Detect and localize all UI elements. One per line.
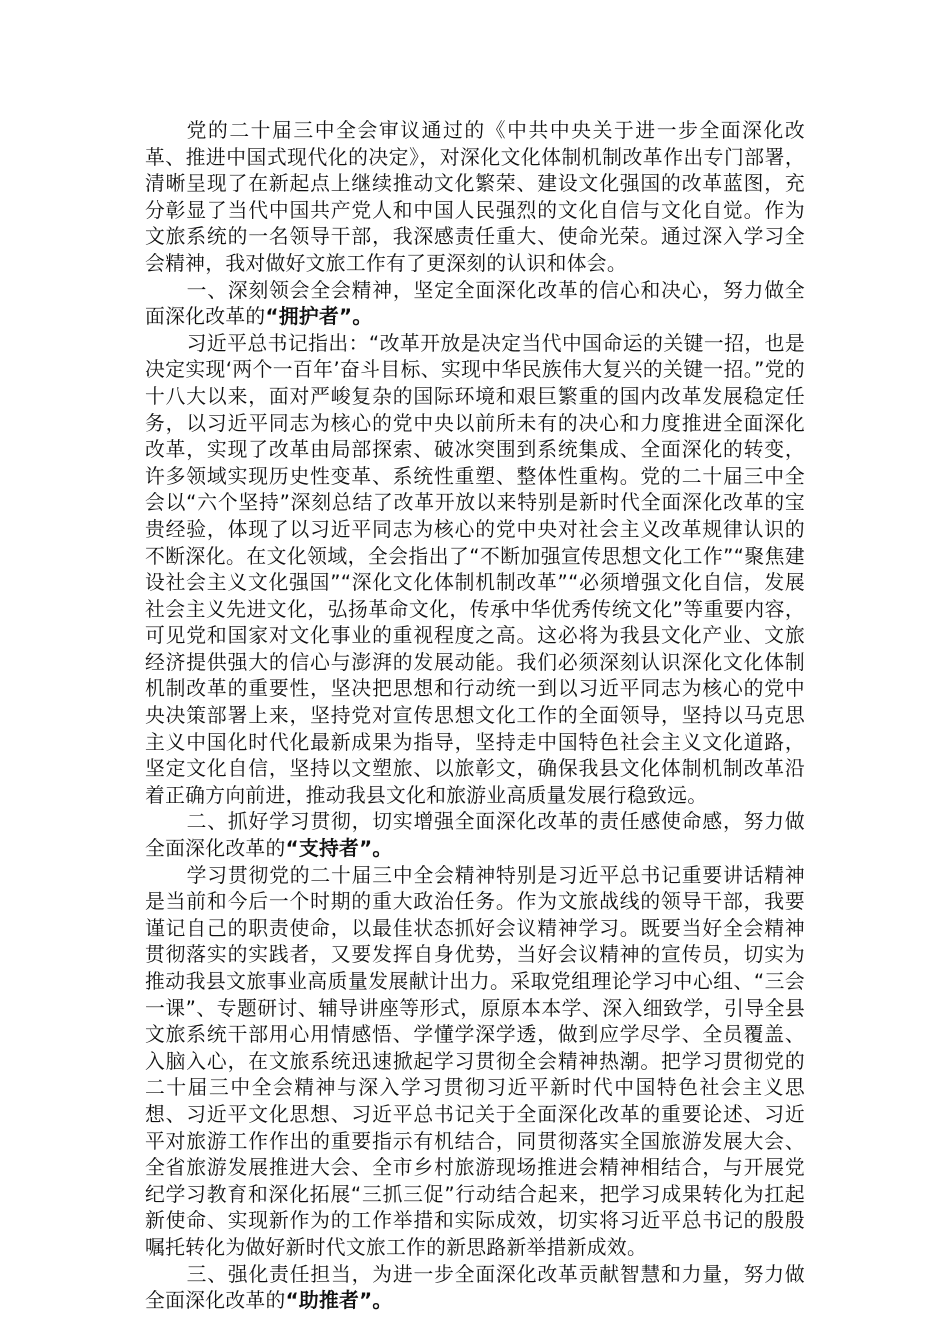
section-1-body: 习近平总书记指出：“改革开放是决定当代中国命运的关键一招，也是决定实现‘两个一百年’奋斗目标、实现中华民族伟大复兴的关键一招。”党的十八大以来，面对严峻复杂的国际环境和艰巨繁重的国内改革发展稳定任务，以习近平同志为核心的党中央以前所未有的决心和力度推进全面深化改革，实现了改革由局部探索、破冰突围到系统集成、全面深化的转变，许多领域实现历史性变革、系统性重塑、整体性重构。党的二十届三中全会以“六个坚持”深刻总结了改革开放以来特别是新时代全面深化改革的宝贵经验，体现了以习近平同志为核心的党中央对社会主义改革规律认识的不断深化。在文化领域，全会指出了“不断加强宣传思想文化工作”“聚焦建设社会主义文化强国”“深化文化体制机制改革”“必须增强文化自信，发展社会主义先进文化，弘扬革命文化，传承中华优秀传统文化”等重要内容，可见党和国家对文化事业的重视程度之高。这必将为我县文化产业、文旅经济提供强大的信心与澎湃的发展动能。我们必须深刻认识深化文化体制机制改革的重要性，坚决把思想和行动统一到以习近平同志为核心的党中央决策部署上来，坚持党对宣传思想文化工作的全面领导，坚持以马克思主义中国化时代化最新成果为指导，坚持走中国特色社会主义文化道路，坚定文化自信，坚持以文塑旅、以旅彰文，确保我县文化体制机制改革沿着正确方向前进，推动我县文化和旅游业高质量发展行稳致远。 [145,331,805,807]
section-1-heading-text: 一、深刻领会全会精神，坚定全面深化改革的信心和决心，努力做全面深化改革的 [145,278,805,329]
intro-paragraph: 党的二十届三中全会审议通过的《中共中央关于进一步全面深化改革、推进中国式现代化的决定》，对深化文化体制机制改革作出专门部署，清晰呈现了在新起点上继续推动文化繁荣、建设文化强国的改革蓝图，充分彰显了当代中国共产党人和中国人民强烈的文化自信与文化自觉。作为文旅系统的一名领导干部，我深感责任重大、使命光荣。通过深入学习全会精神，我对做好文旅工作有了更深刻的认识和体会。 [145,119,805,275]
section-2-heading [145,809,805,862]
document-page [145,118,805,1315]
section-2-body: 学习贯彻党的二十届三中全会精神特别是习近平总书记重要讲话精神是当前和今后一个时期的重大政治任务。作为文旅战线的领导干部，我要谨记自己的职责使命，以最佳状态抓好会议精神学习。既要当好全会精神贯彻落实的实践者，又要发挥自身优势，当好会议精神的宣传员，切实为推动我县文旅事业高质量发展献计出力。采取党组理论学习中心组、“三会一课”、专题研讨、辅导讲座等形式，原原本本学、深入细致学，引导全县文旅系统干部用心用情感悟、学懂学深学透，做到应学尽学、全员覆盖、入脑入心，在文旅系统迅速掀起学习贯彻全会精神热潮。把学习贯彻党的二十届三中全会精神与深入学习贯彻习近平新时代中国特色社会主义思想、习近平文化思想、习近平总书记关于全面深化改革的重要论述、习近平对旅游工作作出的重要指示有机结合，同贯彻落实全国旅游发展大会、全省旅游发展推进大会、全市乡村旅游现场推进会精神相结合，与开展党纪学习教育和深化拓展“三抓三促”行动结合起来，把学习成果转化为扛起新使命、实现新作为的工作举措和实际成效，切实将习近平总书记的殷殷嘱托转化为做好新时代文旅工作的新思路新举措新成效。 [145,863,805,1259]
section-2-heading-emphasis: “支持者”。 [285,837,393,861]
section-1-heading-emphasis: “拥护者”。 [265,305,373,329]
section-2-heading-text: 二、抓好学习贯彻，切实增强全面深化改革的责任感使命感，努力做全面深化改革的 [145,810,805,861]
section-3-heading [145,1262,805,1315]
section-1-heading [145,278,805,331]
section-3-heading-emphasis: “助推者”。 [285,1289,393,1313]
section-3-heading-text: 三、强化责任担当，为进一步全面深化改革贡献智慧和力量，努力做全面深化改革的 [145,1262,805,1313]
